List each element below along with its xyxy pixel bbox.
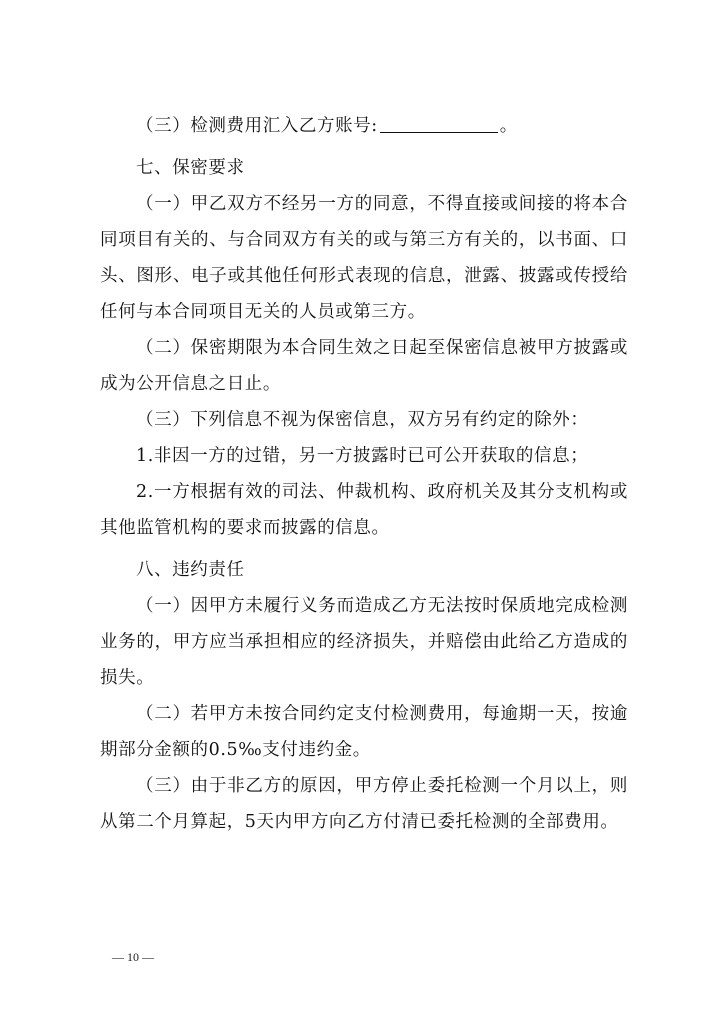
- liability-clause-1: （一）因甲方未履行义务而造成乙方无法按时保质地完成检测业务的，甲方应当承担相应的经济损失，并赔偿由此给乙方造成的损失。: [100, 596, 628, 688]
- confidentiality-clause-2: （二）保密期限为本合同生效之日起至保密信息被甲方披露或成为公开信息之日止。: [100, 338, 628, 394]
- document-body: [100, 108, 628, 840]
- account-number-blank: [380, 112, 498, 133]
- account-clause-text: （三）检测费用汇入乙方账号:: [136, 116, 378, 136]
- confidentiality-item-1: 1.非因一方的过错，另一方披露时已可公开获取的信息；: [136, 446, 589, 466]
- account-clause-suffix: 。: [499, 116, 518, 136]
- liability-heading: 八、违约责任: [136, 560, 245, 580]
- confidentiality-clause-1: （一）甲乙双方不经另一方的同意，不得直接或间接的将本合同项目有关的、与合同双方有关的或与第三方有关的，以书面、口头、图形、电子或其他任何形式表现的信息，泄露、披露或传授给任何与本合同项目无关的人员或第三方。: [100, 194, 628, 322]
- account-clause: [100, 108, 628, 144]
- liability-clause-2: （二）若甲方未按合同约定支付检测费用，每逾期一天，按逾期部分金额的0.5‰支付违约金。: [100, 704, 628, 760]
- confidentiality-clause-3: （三）下列信息不视为保密信息，双方另有约定的除外：: [136, 410, 589, 430]
- confidentiality-heading: 七、保密要求: [136, 158, 245, 178]
- confidentiality-item-2: 2.一方根据有效的司法、仲裁机构、政府机关及其分支机构或其他监管机构的要求而披露的信息。: [100, 482, 628, 538]
- page-number: — 10 —: [112, 950, 154, 964]
- liability-clause-3: （三）由于非乙方的原因，甲方停止委托检测一个月以上，则从第二个月算起，5天内甲方向乙方付清已委托检测的全部费用。: [100, 776, 628, 832]
